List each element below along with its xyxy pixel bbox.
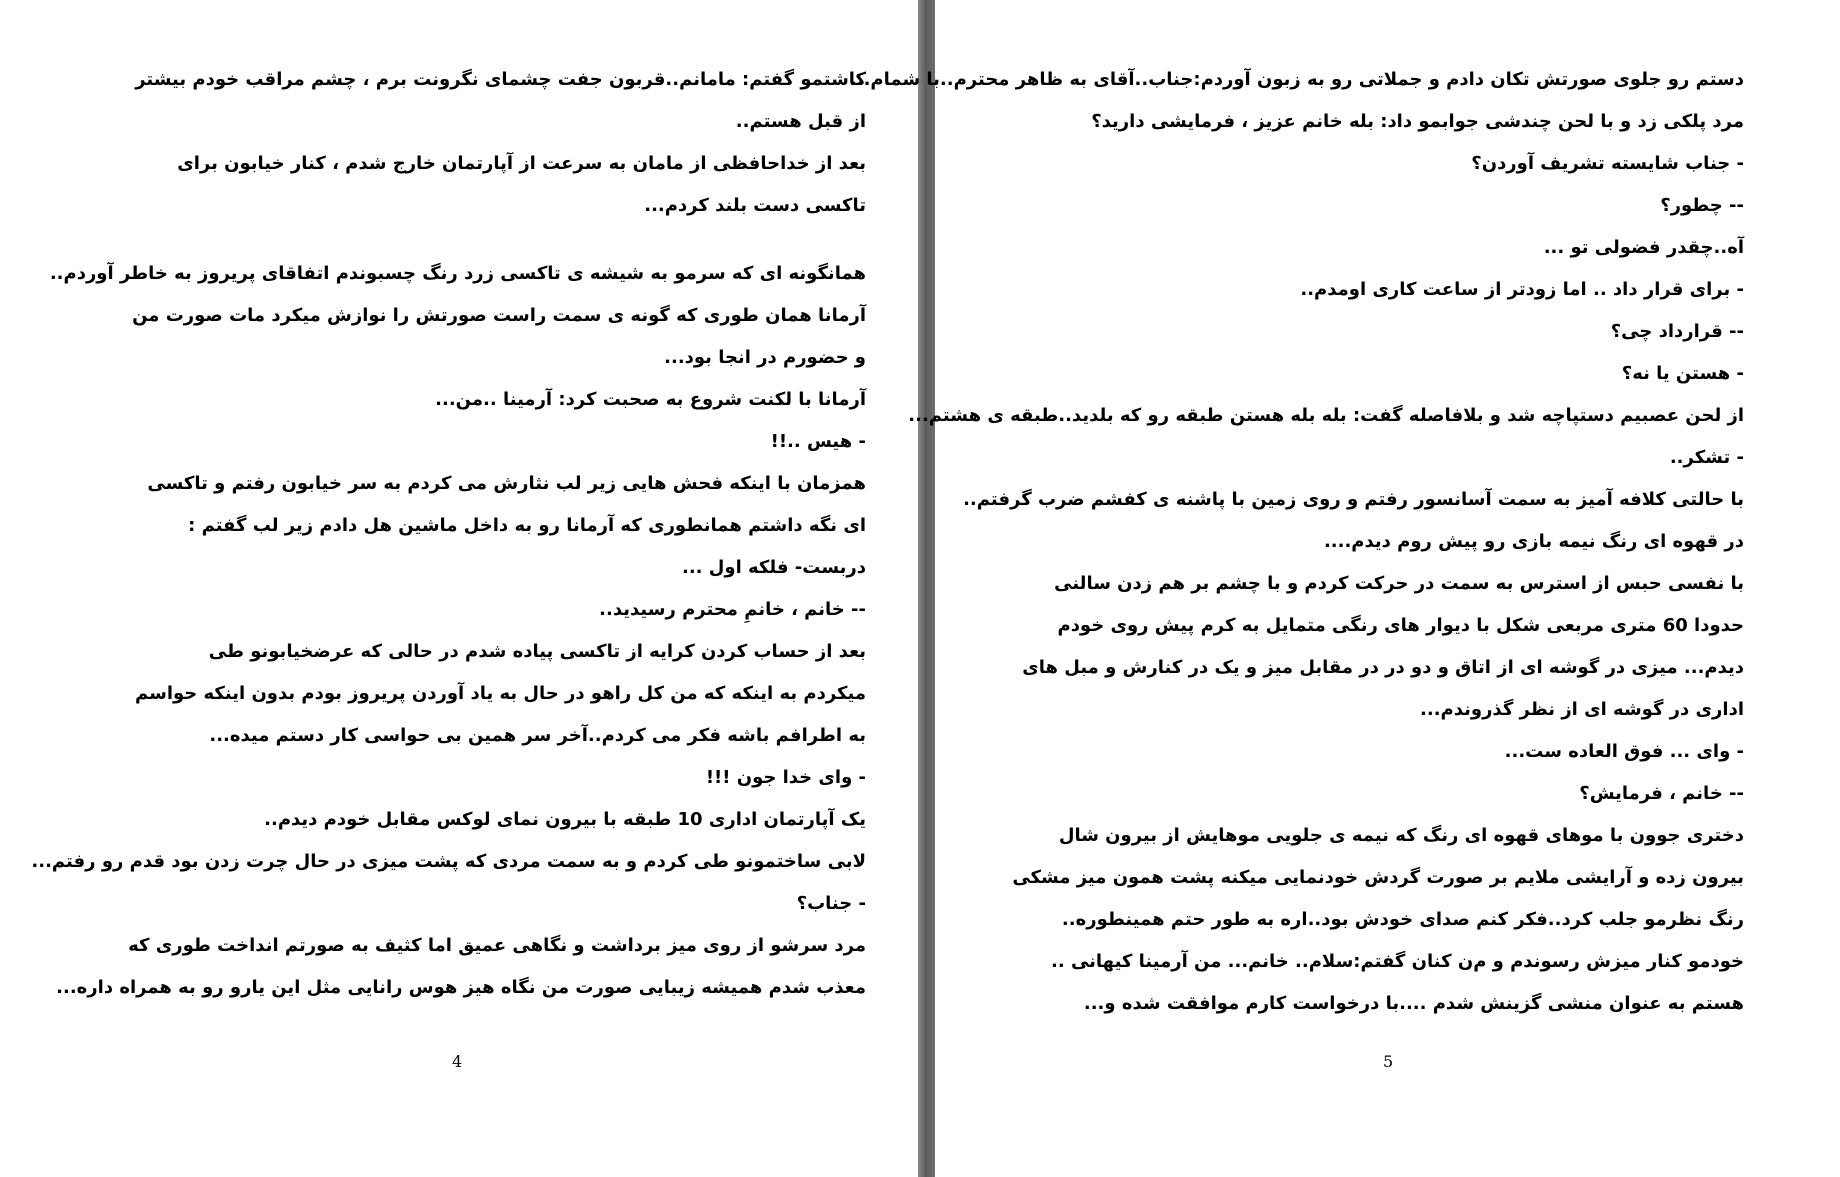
text-line: -- خانم ، خانمِ محترم رسیدید.. [599,599,866,620]
text-line: میکردم به اینکه که من کل راهو در حال به یاد آوردن پریروز بودم بدون اینکه حواسم [135,683,866,704]
text-line: بعد از حساب کردن کرایه از تاکسی پیاده شدم در حالی که عرضخیابونو طی [208,641,866,662]
text-line: - جناب؟ [796,893,866,914]
text-line: دربست- فلکه اول ... [681,557,866,578]
text-line: آرمانا با لکنت شروع به صحبت کرد: آرمینا ..من... [435,389,866,410]
text-line: بیرون زده و آرایشی ملایم بر صورت گردش خودنمایی میکنه پشت همون میز مشکی [1012,867,1744,888]
text-line: رنگ نظرمو جلب کرد..فکر کنم صدای خودش بود..اره به طور حتم همینطوره.. [1061,909,1744,930]
page-4-text [31,59,866,1009]
page-5-text [849,59,1744,1025]
text-line: - تشکر.. [1669,447,1744,468]
text-line: - هیس ..!! [770,431,866,452]
text-line: همزمان با اینکه فحش هایی زیر لب نثارش می کردم به سر خیابون رفتم و تاکسی [147,473,866,494]
text-line: - وای ... فوق العاده ست... [1504,741,1744,762]
text-line: آه..چقدر فضولی تو ... [1543,237,1744,258]
text-line: دختری جوون با موهای قهوه ای رنگ که نیمه ی جلویی موهایش از بیرون شال [1058,825,1744,846]
page-number: 4 [452,1052,463,1071]
text-line: تاکسی دست بلند کردم... [644,195,866,216]
text-line: دیدم... میزی در گوشه ای از اتاق و دو در در مقابل میز و یک در کنارش و مبل های [1022,657,1744,678]
text-line: مرد سرشو از روی میز برداشت و نگاهی عمیق اما کثیف به صورتم انداخت طوری که [128,935,866,956]
text-line: از لحن عصبیم دستپاچه شد و بلافاصله گفت: بله بله هستن طبقه رو که بلدید..طبقه ی هشتم... [908,405,1744,426]
text-line: از قبل هستم.. [735,111,866,132]
text-line: - برای قرار داد .. اما زودتر از ساعت کاری اومدم.. [1300,279,1744,300]
text-line: و حضورم در انجا بود... [664,347,866,368]
page-4 [0,0,918,1177]
text-line: با نفسی حبس از استرس به سمت در حرکت کردم و با چشم بر هم زدن سالنی [1054,573,1744,594]
text-line: همانگونه ای که سرمو به شیشه ی تاکسی زرد رنگ چسبوندم اتفاقای پریروز‌ به خاطر آوردم.. [49,263,866,284]
text-line: - هستن یا نه؟ [1621,363,1744,384]
page-gutter [918,0,935,1177]
text-line: - وای خدا جون !!! [705,767,866,788]
text-line: آرمانا همان طوری که گونه ی سمت راست صورتش را نوازش میکرد مات صورت من [132,305,866,326]
page-number: 5 [1383,1052,1394,1071]
text-line: هستم به عنوان منشی گزینش شدم ....با درخواست کارم موافقت شده و... [1083,993,1744,1014]
text-line: مرد پلکی زد و با لحن چندشی جوابمو داد: بله خانم عزیز ، فرمایشی دارید؟ [1091,111,1744,132]
text-line: ای نگه داشتم همانطوری که آرمانا رو به داخل ماشین هل دادم زیر لب گفتم : [188,515,866,536]
text-line: -- خانم ، فرمایش؟ [1579,783,1744,804]
text-line: بعد از خداحافظی از مامان به سرعت از آپارتمان خارج شدم ، کنار خیابون برای [177,153,866,174]
text-line: معذب شدم همیشه زیبایی صورت من نگاه هیز هوس رانایی مثل این یارو رو به همراه داره... [56,977,866,998]
text-line: حدودا 60 متری مربعی شکل با دیوار های رنگی متمایل به کرم پیش روی خودم [1057,615,1744,636]
text-line: اداری در گوشه ای از نظر گذروندم... [1420,699,1744,720]
text-line: کاشتمو گفتم: مامانم..قربون جفت چشمای نگرونت برم ، چشم مراقب خودم بیشتر [135,69,866,90]
text-line: با حالتی کلافه آمیز به سمت آسانسور رفتم و روی زمین با پاشنه ی کفشم ضرب گرفتم.. [963,489,1744,510]
text-line: لابی ساختمونو طی کردم و به سمت مردی که پشت میزی در حال چرت زدن بود قدم رو رفتم... [31,851,866,872]
text-line: یک آپارتمان اداری 10 طبقه با بیرون نمای لوکس مقابل خودم دیدم.. [264,809,866,830]
page-5 [849,0,1840,1177]
text-line: خودمو کنار میزش رسوندم و م‌ن کنان گفتم:سلام.. خانم... من آرمینا کیهانی .. [1051,951,1744,972]
text-line: در قهوه ای رنگ‌ نیمه بازی رو پیش روم دیدم.... [1323,531,1744,552]
text-line: به اطرافم باشه فکر می کردم..آخر سر همین بی حواسی کار دستم میده... [209,725,866,746]
text-line: -- چطور؟ [1660,195,1744,216]
text-line: -- قرارداد چی؟ [1610,321,1744,342]
text-line: دستم رو جلوی صورتش تکان دادم و جملاتی رو به زبون آوردم:جناب..آقای به ظاهر محترم..با شمام... [849,69,1744,90]
paragraph-gap [86,227,866,253]
text-line: - جناب شایسته تشریف آوردن؟ [1471,153,1744,174]
